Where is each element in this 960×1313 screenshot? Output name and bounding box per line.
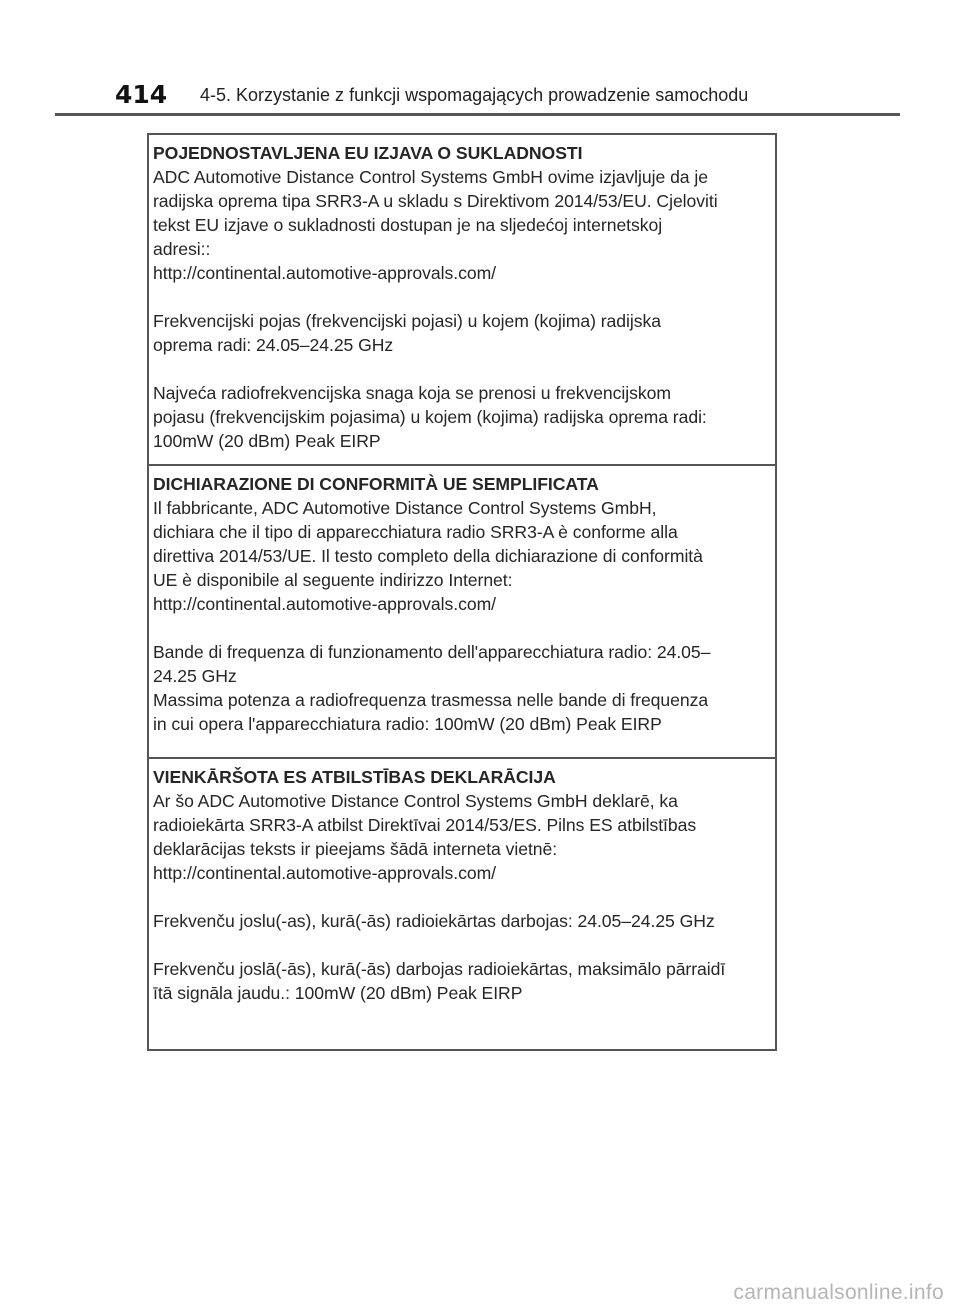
header-rule <box>55 113 900 116</box>
text-line: Massima potenza a radiofrequenza trasmessa nelle bande di frequenza <box>153 690 709 710</box>
text-line: pojasu (frekvencijskim pojasima) u kojem (kojima) radijska oprema radi: <box>153 407 707 427</box>
watermark: carmanualsonline.info <box>733 1281 944 1304</box>
declaration-body <box>153 789 775 1005</box>
paragraph-gap <box>153 285 775 309</box>
text-line: dichiara che il tipo di apparecchiatura radio SRR3-A è conforme alla <box>153 522 678 542</box>
text-line: http://continental.automotive-approvals.com/ <box>153 594 497 614</box>
declaration-box-croatian <box>147 133 777 464</box>
section-title: 4-5. Korzystanie z funkcji wspomagających prowadzenie samochodu <box>200 85 749 105</box>
declaration-body <box>153 496 775 736</box>
text-line: Ar šo ADC Automotive Distance Control Systems GmbH deklarē, ka <box>153 791 678 811</box>
text-line: tekst EU izjave o sukladnosti dostupan je na sljedećoj internetskoj <box>153 215 663 235</box>
text-line: direttiva 2014/53/UE. Il testo completo della dichiarazione di conformità <box>153 546 703 566</box>
text-line: 100mW (20 dBm) Peak EIRP <box>153 431 381 451</box>
text-line: Frekvencijski pojas (frekvencijski pojasi) u kojem (kojima) radijska <box>153 311 661 331</box>
paragraph-gap <box>153 933 775 957</box>
text-line: ADC Automotive Distance Control Systems GmbH ovime izjavljuje da je <box>153 167 708 187</box>
text-line: Najveća radiofrekvencijska snaga koja se prenosi u frekvencijskom <box>153 383 671 403</box>
text-line: in cui opera l'apparecchiatura radio: 100mW (20 dBm) Peak EIRP <box>153 714 662 734</box>
page-number: 414 <box>115 80 168 109</box>
text-line: http://continental.automotive-approvals.com/ <box>153 863 497 883</box>
declaration-box-latvian <box>147 757 777 1051</box>
declaration-box-italian <box>147 464 777 757</box>
text-line: radioiekārta SRR3-A atbilst Direktīvai 2014/53/ES. Pilns ES atbilstības <box>153 815 697 835</box>
text-line: Frekvenču joslā(-ās), kurā(-ās) darbojas radioiekārtas, maksimālo pārraidī <box>153 959 726 979</box>
text-line: deklarācijas teksts ir pieejams šādā interneta vietnē: <box>153 839 558 859</box>
declaration-title: DICHIARAZIONE DI CONFORMITÀ UE SEMPLIFICATA <box>153 474 599 494</box>
text-line: UE è disponibile al seguente indirizzo Internet: <box>153 570 513 590</box>
declaration-title: VIENKĀRŠOTA ES ATBILSTĪBAS DEKLARĀCIJA <box>153 767 556 787</box>
text-line: adresi:: <box>153 239 211 259</box>
text-line: 24.25 GHz <box>153 666 237 686</box>
paragraph-gap <box>153 357 775 381</box>
paragraph-gap <box>153 616 775 640</box>
declaration-body <box>153 165 775 453</box>
text-line: radijska oprema tipa SRR3-A u skladu s Direktivom 2014/53/EU. Cjeloviti <box>153 191 718 211</box>
text-line: Il fabbricante, ADC Automotive Distance Control Systems GmbH, <box>153 498 657 518</box>
text-line: ītā signāla jaudu.: 100mW (20 dBm) Peak EIRP <box>153 983 523 1003</box>
text-line: oprema radi: 24.05–24.25 GHz <box>153 335 394 355</box>
text-line: http://continental.automotive-approvals.com/ <box>153 263 497 283</box>
paragraph-gap <box>153 885 775 909</box>
page-header <box>55 76 900 116</box>
text-line: Bande di frequenza di funzionamento dell'apparecchiatura radio: 24.05– <box>153 642 711 662</box>
declaration-title: POJEDNOSTAVLJENA EU IZJAVA O SUKLADNOSTI <box>153 143 583 163</box>
text-line: Frekvenču joslu(-as), kurā(-ās) radioiekārtas darbojas: 24.05–24.25 GHz <box>153 911 715 931</box>
